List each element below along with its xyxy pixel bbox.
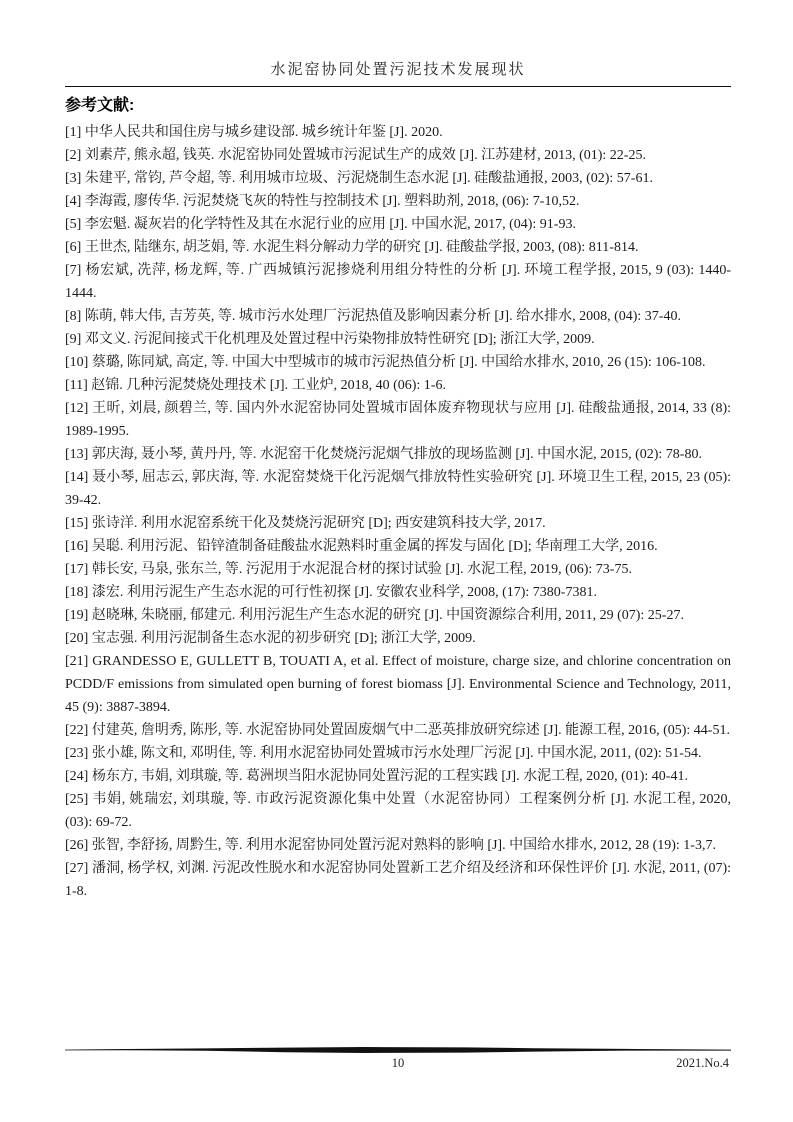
footer-row <box>65 1055 731 1073</box>
reference-item: [24] 杨东方, 韦娟, 刘琪璇, 等. 葛洲坝当阳水泥协同处置污泥的工程实践 [J]. 水泥工程, 2020, (01): 40-41. <box>65 769 688 784</box>
footer-rule <box>65 1046 731 1055</box>
reference-item: [21] GRANDESSO E, GULLETT B, TOUATI A, et al. Effect of moisture, charge size, and chlorine concentration on PCDD/F emissions from simulated open burning of forest biomass [J]. Environmental Science and Technology, 2011, 45 (9): 3887-3894. <box>65 654 731 715</box>
reference-item: [3] 朱建平, 常钧, 芦令超, 等. 利用城市垃圾、污泥烧制生态水泥 [J]. 硅酸盐通报, 2003, (02): 57-61. <box>65 171 653 186</box>
reference-item: [26] 张智, 李舒扬, 周黔生, 等. 利用水泥窑协同处置污泥对熟料的影响 [J]. 中国给水排水, 2012, 28 (19): 1-3,7. <box>65 838 716 853</box>
reference-item: [12] 王昕, 刘晨, 颜碧兰, 等. 国内外水泥窑协同处置城市固体废弃物现状与应用 [J]. 硅酸盐通报, 2014, 33 (8): 1989-1995. <box>65 401 731 439</box>
reference-item: [25] 韦娟, 姚瑞宏, 刘琪璇, 等. 市政污泥资源化集中处置（水泥窑协同）工程案例分析 [J]. 水泥工程, 2020, (03): 69-72. <box>65 792 731 830</box>
reference-item: [1] 中华人民共和国住房与城乡建设部. 城乡统计年鉴 [J]. 2020. <box>65 125 443 140</box>
reference-item: [18] 漆宏. 利用污泥生产生态水泥的可行性初探 [J]. 安徽农业科学, 2008, (17): 7380-7381. <box>65 585 597 600</box>
reference-item: [17] 韩长安, 马泉, 张东兰, 等. 污泥用于水泥混合材的探讨试验 [J]. 水泥工程, 2019, (06): 73-75. <box>65 562 632 577</box>
page-number: 10 <box>391 1056 405 1070</box>
reference-item: [14] 聂小琴, 屈志云, 郭庆海, 等. 水泥窑焚烧干化污泥烟气排放特性实验研究 [J]. 环境卫生工程, 2015, 23 (05): 39-42. <box>65 470 731 508</box>
references-section <box>65 92 731 903</box>
page-header <box>65 58 731 87</box>
reference-item: [19] 赵晓琳, 朱晓丽, 郁建元. 利用污泥生产生态水泥的研究 [J]. 中国资源综合利用, 2011, 29 (07): 25-27. <box>65 608 684 623</box>
reference-list <box>65 121 731 903</box>
reference-item: [7] 杨宏斌, 冼萍, 杨龙辉, 等. 广西城镇污泥掺烧利用组分特性的分析 [J]. 环境工程学报, 2015, 9 (03): 1440-1444. <box>65 263 731 301</box>
references-heading: 参考文献: <box>65 97 135 114</box>
header-rule <box>65 86 731 87</box>
page-footer <box>65 1046 731 1073</box>
reference-item: [11] 赵锦. 几种污泥焚烧处理技术 [J]. 工业炉, 2018, 40 (06): 1-6. <box>65 378 446 393</box>
issue-number: 2021.No.4 <box>676 1056 729 1070</box>
reference-item: [27] 潘洞, 杨学权, 刘渊. 污泥改性脱水和水泥窑协同处置新工艺介绍及经济和环保性评价 [J]. 水泥, 2011, (07): 1-8. <box>65 861 731 899</box>
reference-item: [22] 付建英, 詹明秀, 陈彤, 等. 水泥窑协同处置固废烟气中二恶英排放研究综述 [J]. 能源工程, 2016, (05): 44-51. <box>65 723 730 738</box>
reference-item: [20] 宝志强. 利用污泥制备生态水泥的初步研究 [D]; 浙江大学, 2009. <box>65 631 476 646</box>
reference-item: [16] 吴聪. 利用污泥、铅锌渣制备硅酸盐水泥熟料时重金属的挥发与固化 [D]; 华南理工大学, 2016. <box>65 539 658 554</box>
reference-item: [4] 李海霞, 廖传华. 污泥焚烧飞灰的特性与控制技术 [J]. 塑料助剂, 2018, (06): 7-10,52. <box>65 194 580 209</box>
reference-item: [10] 蔡璐, 陈同斌, 高定, 等. 中国大中型城市的城市污泥热值分析 [J]. 中国给水排水, 2010, 26 (15): 106-108. <box>65 355 706 370</box>
reference-item: [5] 李宏魁. 凝灰岩的化学特性及其在水泥行业的应用 [J]. 中国水泥, 2017, (04): 91-93. <box>65 217 576 232</box>
reference-item: [9] 邓文义. 污泥间接式干化机理及处置过程中污染物排放特性研究 [D]; 浙江大学, 2009. <box>65 332 595 347</box>
reference-item: [8] 陈萌, 韩大伟, 吉芳英, 等. 城市污水处理厂污泥热值及影响因素分析 [J]. 给水排水, 2008, (04): 37-40. <box>65 309 681 324</box>
reference-item: [15] 张诗洋. 利用水泥窑系统干化及焚烧污泥研究 [D]; 西安建筑科技大学, 2017. <box>65 516 546 531</box>
reference-item: [2] 刘素芹, 熊永超, 钱英. 水泥窑协同处置城市污泥试生产的成效 [J]. 江苏建材, 2013, (01): 22-25. <box>65 148 646 163</box>
reference-item: [23] 张小雄, 陈文和, 邓明佳, 等. 利用水泥窑协同处置城市污水处理厂污泥 [J]. 中国水泥, 2011, (02): 51-54. <box>65 746 702 761</box>
running-header-title: 水泥窑协同处置污泥技术发展现状 <box>270 62 526 78</box>
reference-item: [6] 王世杰, 陆继东, 胡芝娟, 等. 水泥生料分解动力学的研究 [J]. 硅酸盐学报, 2003, (08): 811-814. <box>65 240 639 255</box>
reference-item: [13] 郭庆海, 聂小琴, 黄丹丹, 等. 水泥窑干化焚烧污泥烟气排放的现场监测 [J]. 中国水泥, 2015, (02): 78-80. <box>65 447 702 462</box>
